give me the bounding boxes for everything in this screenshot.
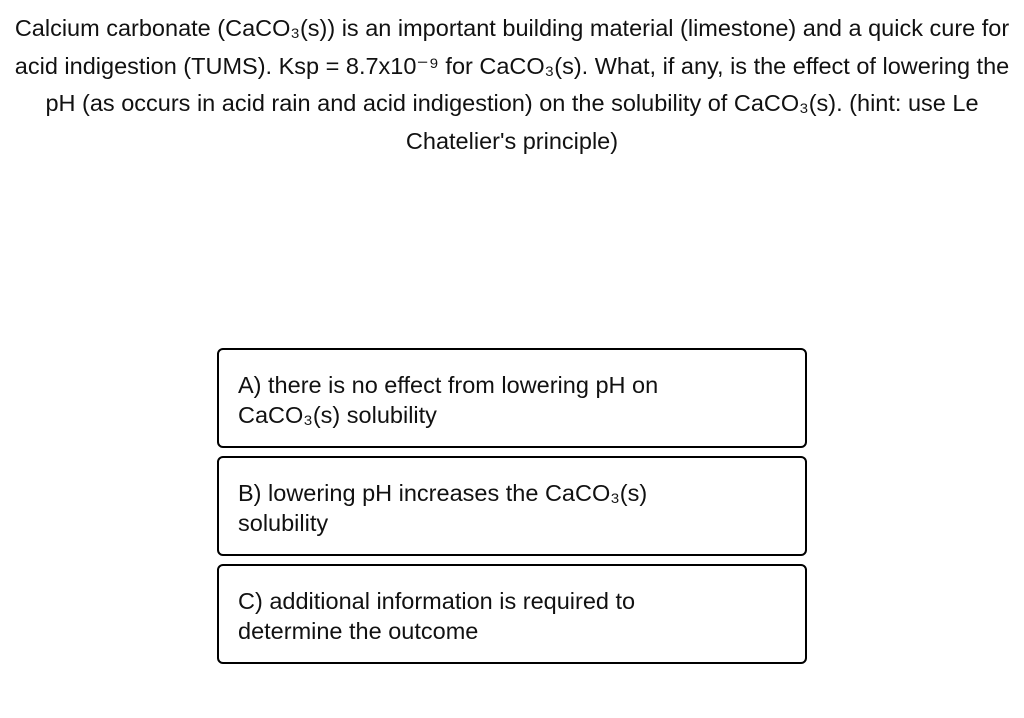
option-a-button[interactable]: A) there is no effect from lowering pH on CaCO₃(s) solubility [217,348,807,448]
question-text: Calcium carbonate (CaCO₃(s)) is an important building material (limestone) and a quick cure for acid indigestion (TUMS). Ksp = 8.7x10⁻⁹ for CaCO₃(s). What, if any, is the effect of lowering the pH (as occurs in acid rain and acid indigestion) on the solubility of CaCO₃(s). (hint: use Le Chatelier's principle) [14,15,1010,154]
option-b-button[interactable]: B) lowering pH increases the CaCO₃(s) solubility [217,456,807,556]
option-c-button[interactable]: C) additional information is required to determine the outcome [217,564,807,664]
answer-options [217,348,807,672]
